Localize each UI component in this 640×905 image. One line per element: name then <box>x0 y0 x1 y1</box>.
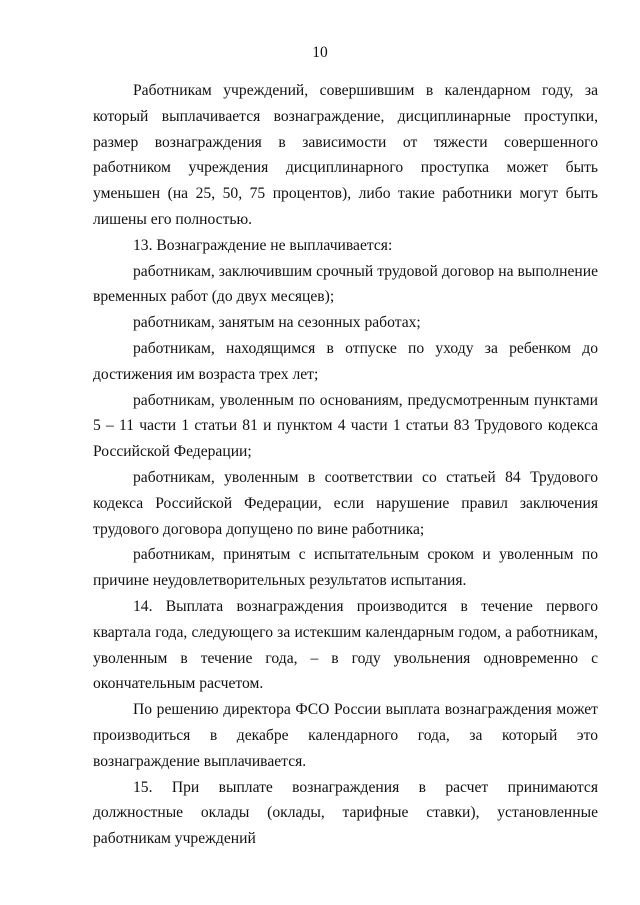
paragraph-dismissed-article-81: работникам, уволенным по основаниям, предусмотренным пунктами 5 – 11 части 1 статьи 81 и пунктом 4 части 1 статьи 83 Трудового кодекса Российской Федерации; <box>93 391 598 461</box>
paragraph-seasonal-work: работникам, занятым на сезонных работах; <box>133 314 421 332</box>
paragraph-parental-leave: работникам, находящимся в отпуске по уходу за ребенком до достижения им возраста трех лет; <box>93 339 598 383</box>
paragraph-clause-14-payment-timing: 14. Выплата вознаграждения производится в течение первого квартала года, следующего за истекшим календарным годом, а работникам, уволенным в течение года, – в году увольнения одновременно с окончательным расчетом. <box>93 597 598 693</box>
page-number: 10 <box>312 44 328 61</box>
paragraph-dismissed-article-84: работникам, уволенным в соответствии со статьей 84 Трудового кодекса Российской Федерации, если нарушение правил заключения трудового договора допущено по вине работника; <box>93 468 598 538</box>
paragraph-fixed-term-contract: работникам, заключившим срочный трудовой договор на выполнение временных работ (до двух месяцев); <box>93 262 598 306</box>
paragraph-clause-15-salaries: 15. При выплате вознаграждения в расчет принимаются должностные оклады (оклады, тарифные ставки), установленные работникам учреждений <box>93 778 598 848</box>
paragraph-penalty-reduction: Работникам учреждений, совершившим в календарном году, за который выплачивается вознаграждение, дисциплинарные проступки, размер вознаграждения в зависимости от тяжести совершенного работником учреждения дисциплинарного проступка может быть уменьшен (на 25, 50, 75 процентов), либо такие работники могут быть лишены его полностью. <box>93 82 598 228</box>
document-body <box>93 78 598 852</box>
paragraph-director-decision: По решению директора ФСО России выплата вознаграждения может производиться в декабре календарного года, за который это вознаграждение выплачивается. <box>93 701 598 770</box>
paragraph-clause-13-heading: 13. Вознаграждение не выплачивается: <box>133 236 393 254</box>
paragraph-probation: работникам, принятым с испытательным сроком и уволенным по причине неудовлетворительных результатов испытания. <box>93 546 598 590</box>
